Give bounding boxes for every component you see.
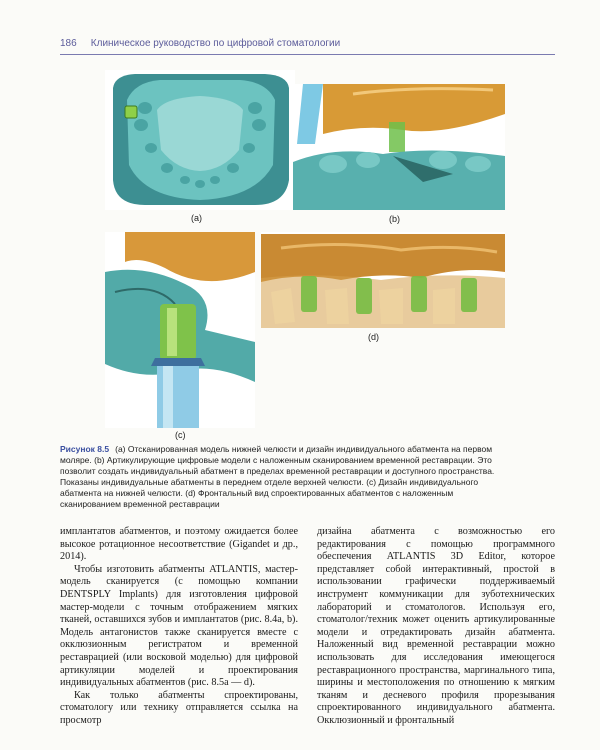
figure-panel-b <box>293 84 505 210</box>
running-title: Клиническое руководство по цифровой стоматологии <box>90 38 341 49</box>
paragraph: Чтобы изготовить абатменты ATLANTIS, мастер-модель сканируется (с помощью компании DENTSPLY Implants) для изготовления цифровой мастер-модели с точным отображением мягких тканей, оставшихся зубов и имплантатов (рис. 8.4a, b). Модель антагонистов также сканируется вместе с окклюзионным регистратом и временной реставрацией (или восковой моделью) для цифровой артикуляции моделей и проектирования индивидуальных абатментов (рис. 8.5a — d). <box>60 563 298 689</box>
header-rule <box>60 54 555 55</box>
paragraph: дизайна абатмента с возможностью его редактирования с помощью программного обеспечения ATLANTIS 3D Editor, которое представляет собой интерактивный, простой в использовании графически поддерживаемый инструмент коммуникации для зуботехнических лабораторий и стоматологов. Используя его, стоматолог/техник может оценить артикулированные модели и отредактировать дизайн абатмента. Наложенный вид временной реставрации можно использовать для исследования имеющегося реставрационного пространства, маргинального типа, ширины и местоположения по отношению к мягким тканям и десневого профиля прорезывания спроектированного индивидуального абатмента. Окклюзионный и фронтальный <box>317 526 555 726</box>
panel-label-a: (a) <box>191 213 202 223</box>
caption-text: (a) Отсканированная модель нижней челюсти и дизайн индивидуального абатмента на первом моляре. (b) Артикулирующие цифровые модели с наложенным сканированием временной реставрации. Это позволит создать индивидуальный абатмент в пределах временной реставрации и доступного пространства. Показаны индивидуальные абатменты в переднем отделе верхней челюсти. (c) Дизайн индивидуального абатмента на нижней челюсти. (d) Фронтальный вид спроектированных абатментов с наложенным сканированием временной реставрации <box>60 444 495 509</box>
figure-caption <box>60 444 500 510</box>
page-number: 186 <box>60 38 77 49</box>
panel-label-c: (c) <box>175 430 186 440</box>
paragraph: имплантатов абатментов, и поэтому ожидается более высокое ротационное несоответствие (Gigandet и др., 2014). <box>60 526 298 563</box>
articulated-models-image <box>293 84 505 210</box>
left-column <box>60 526 298 728</box>
figure-panel-d <box>261 232 505 328</box>
mandibular-abutment-image <box>105 232 255 428</box>
mandible-occlusal-image <box>105 70 295 210</box>
figure-panel-a <box>105 70 295 210</box>
running-header <box>60 38 560 49</box>
right-column <box>317 526 555 728</box>
paragraph: Как только абатменты спроектированы, стоматологу или технику отправляется ссылка на просмотр <box>60 689 298 726</box>
body-text <box>60 526 555 741</box>
panel-label-b: (b) <box>389 214 400 224</box>
caption-label: Рисунок 8.5 <box>60 444 110 454</box>
figure-8-5 <box>105 70 505 440</box>
frontal-abutments-image <box>261 232 505 328</box>
panel-label-d: (d) <box>368 332 379 342</box>
figure-panel-c <box>105 232 255 428</box>
